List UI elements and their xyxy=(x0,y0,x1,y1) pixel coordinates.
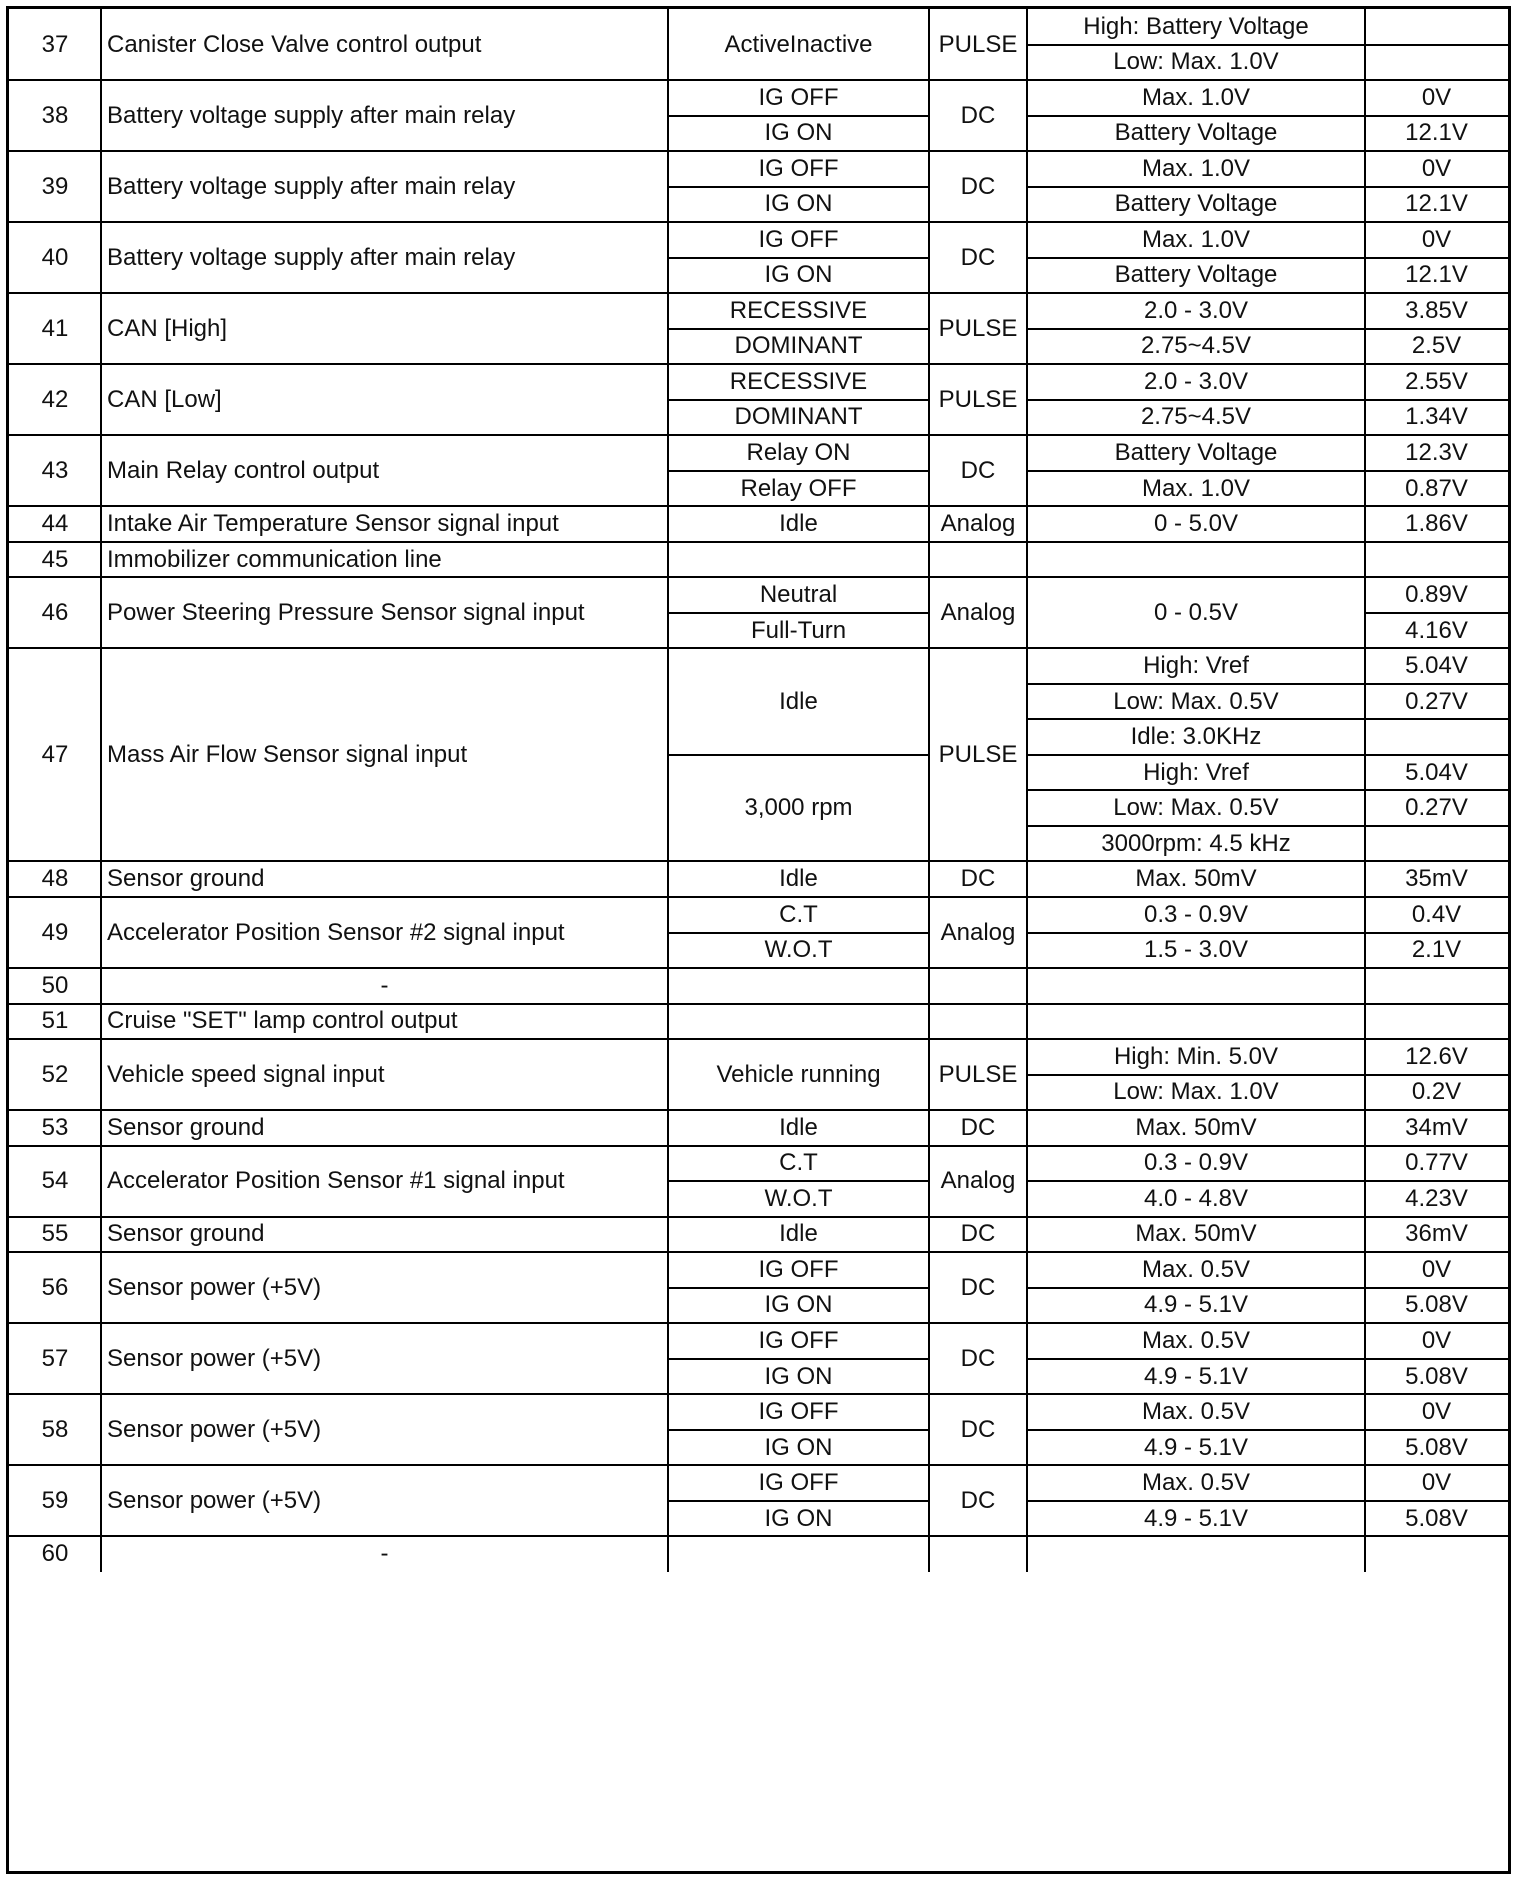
condition-cell: IG OFF xyxy=(758,225,839,253)
spec-cell xyxy=(1027,1536,1365,1572)
signal-type: Analog xyxy=(940,510,1016,538)
pin-number: 37 xyxy=(41,30,69,58)
spec-cell: 0.3 - 0.9V xyxy=(1143,900,1249,928)
condition-cell: Idle xyxy=(779,865,818,893)
signal-type: PULSE xyxy=(938,385,1018,413)
pin-number: 58 xyxy=(41,1415,69,1443)
spec-cell: Max. 50mV xyxy=(1135,1220,1257,1248)
pin-number: 46 xyxy=(41,598,69,626)
pin-description: Sensor power (+5V) xyxy=(107,1486,322,1514)
result-cell xyxy=(1365,1004,1508,1040)
pin-description: Sensor ground xyxy=(107,1113,265,1141)
result-cell: 0.87V xyxy=(1405,474,1468,502)
spec-cell: 3000rpm: 4.5 kHz xyxy=(1101,829,1291,857)
result-cell: 2.5V xyxy=(1411,332,1462,360)
signal-type: DC xyxy=(960,172,996,200)
condition-cell: W.O.T xyxy=(764,1184,833,1212)
spec-cell xyxy=(1027,542,1365,578)
pin-description: Sensor power (+5V) xyxy=(107,1273,322,1301)
result-cell: 4.16V xyxy=(1405,616,1468,644)
result-cell: 5.08V xyxy=(1405,1504,1468,1532)
signal-type: PULSE xyxy=(938,30,1018,58)
result-cell: 0.2V xyxy=(1411,1078,1462,1106)
spec-cell: 1.5 - 3.0V xyxy=(1143,936,1249,964)
result-cell: 0.89V xyxy=(1405,581,1468,609)
signal-type: Analog xyxy=(940,918,1016,946)
pin-description: Power Steering Pressure Sensor signal input xyxy=(107,598,585,626)
result-cell: 34mV xyxy=(1405,1113,1468,1141)
spec-cell: Battery Voltage xyxy=(1114,261,1278,289)
pin-number: 53 xyxy=(41,1113,69,1141)
result-cell xyxy=(1365,542,1508,578)
pin-number: 40 xyxy=(41,243,69,271)
pin-description: Main Relay control output xyxy=(107,456,380,484)
signal-type: PULSE xyxy=(938,740,1018,768)
condition-cell: 3,000 rpm xyxy=(744,794,853,822)
spec-cell: Battery Voltage xyxy=(1114,438,1278,466)
spec-cell: Max. 0.5V xyxy=(1141,1326,1251,1354)
result-cell: 0.27V xyxy=(1405,794,1468,822)
spec-cell: Idle: 3.0KHz xyxy=(1130,723,1262,751)
condition-cell: IG OFF xyxy=(758,1326,839,1354)
spec-cell: High: Vref xyxy=(1143,758,1249,786)
pin-description: Cruise "SET" lamp control output xyxy=(107,1007,458,1035)
spec-cell: 2.75~4.5V xyxy=(1140,332,1252,360)
result-cell: 3.85V xyxy=(1405,296,1468,324)
result-cell: 0.77V xyxy=(1405,1149,1468,1177)
pin-number: 60 xyxy=(41,1540,69,1568)
pin-description: - xyxy=(380,1540,389,1568)
column-divider xyxy=(100,9,102,1572)
pin-description: Accelerator Position Sensor #1 signal input xyxy=(107,1167,565,1195)
condition-cell: C.T xyxy=(779,1149,818,1177)
pin-number: 59 xyxy=(41,1486,69,1514)
result-cell: 0V xyxy=(1421,1398,1452,1426)
result-cell: 12.1V xyxy=(1405,190,1468,218)
spec-cell: High: Min. 5.0V xyxy=(1113,1042,1279,1070)
spec-cell: Low: Max. 0.5V xyxy=(1113,794,1279,822)
pin-description: - xyxy=(380,971,389,999)
signal-type xyxy=(929,1536,1027,1572)
condition-cell: Relay OFF xyxy=(740,474,857,502)
pin-description: Battery voltage supply after main relay xyxy=(107,172,516,200)
signal-type: DC xyxy=(960,1113,996,1141)
pin-number: 41 xyxy=(41,314,69,342)
result-cell: 35mV xyxy=(1405,865,1468,893)
column-divider xyxy=(928,9,930,1572)
result-cell: 12.1V xyxy=(1405,261,1468,289)
spec-cell: 4.9 - 5.1V xyxy=(1143,1433,1249,1461)
pin-number: 48 xyxy=(41,865,69,893)
result-cell: 5.08V xyxy=(1405,1362,1468,1390)
result-cell: 1.34V xyxy=(1405,403,1468,431)
result-cell: 0V xyxy=(1421,1326,1452,1354)
spec-cell: Max. 1.0V xyxy=(1141,225,1251,253)
condition-cell: Idle xyxy=(779,510,818,538)
result-cell: 12.6V xyxy=(1405,1042,1468,1070)
condition-cell: IG OFF xyxy=(758,1255,839,1283)
condition-cell: IG ON xyxy=(764,119,833,147)
signal-type xyxy=(929,968,1027,1004)
pin-number: 50 xyxy=(41,971,69,999)
spec-cell: Max. 0.5V xyxy=(1141,1469,1251,1497)
condition-cell: C.T xyxy=(779,900,818,928)
pin-number: 44 xyxy=(41,510,69,538)
pin-description: Immobilizer communication line xyxy=(107,545,442,573)
pin-description: Mass Air Flow Sensor signal input xyxy=(107,740,468,768)
result-cell: 1.86V xyxy=(1405,510,1468,538)
pin-number: 57 xyxy=(41,1344,69,1372)
spec-cell: 4.9 - 5.1V xyxy=(1143,1291,1249,1319)
pin-number: 42 xyxy=(41,385,69,413)
condition-cell: IG ON xyxy=(764,1504,833,1532)
spec-cell: Max. 0.5V xyxy=(1141,1398,1251,1426)
spec-cell xyxy=(1027,1004,1365,1040)
spec-cell: 4.9 - 5.1V xyxy=(1143,1362,1249,1390)
result-cell: 5.08V xyxy=(1405,1433,1468,1461)
condition-cell: RECESSIVE xyxy=(729,367,868,395)
spec-cell: Battery Voltage xyxy=(1114,190,1278,218)
pin-description: Accelerator Position Sensor #2 signal input xyxy=(107,918,565,946)
spec-cell: 2.75~4.5V xyxy=(1140,403,1252,431)
pin-description: CAN [Low] xyxy=(107,385,222,413)
pin-description: Intake Air Temperature Sensor signal input xyxy=(107,510,559,538)
result-cell: 12.1V xyxy=(1405,119,1468,147)
result-cell: 0V xyxy=(1421,83,1452,111)
pin-description: Sensor power (+5V) xyxy=(107,1415,322,1443)
condition-cell: Idle xyxy=(779,1113,818,1141)
signal-type: DC xyxy=(960,1273,996,1301)
signal-type: DC xyxy=(960,1344,996,1372)
signal-type: DC xyxy=(960,456,996,484)
signal-type xyxy=(929,1004,1027,1040)
spec-cell: Max. 1.0V xyxy=(1141,83,1251,111)
condition-cell: IG ON xyxy=(764,190,833,218)
pin-number: 54 xyxy=(41,1167,69,1195)
result-cell: 5.04V xyxy=(1405,652,1468,680)
result-cell: 12.3V xyxy=(1405,438,1468,466)
signal-type: DC xyxy=(960,1415,996,1443)
condition-cell xyxy=(668,1004,929,1040)
result-cell xyxy=(1365,45,1508,81)
condition-cell: DOMINANT xyxy=(734,403,863,431)
spec-cell: High: Vref xyxy=(1143,652,1249,680)
spec-cell: Max. 1.0V xyxy=(1141,154,1251,182)
condition-cell xyxy=(668,542,929,578)
column-divider xyxy=(667,9,669,1572)
result-cell xyxy=(1365,9,1508,45)
condition-cell: W.O.T xyxy=(764,936,833,964)
spec-cell xyxy=(1027,968,1365,1004)
spec-cell: High: Battery Voltage xyxy=(1083,12,1309,40)
signal-type: DC xyxy=(960,243,996,271)
pin-description: Battery voltage supply after main relay xyxy=(107,243,516,271)
condition-cell: ActiveInactive xyxy=(724,30,873,58)
condition-cell: DOMINANT xyxy=(734,332,863,360)
condition-cell: IG ON xyxy=(764,1362,833,1390)
signal-type: DC xyxy=(960,1220,996,1248)
pin-number: 38 xyxy=(41,101,69,129)
pin-description: Sensor ground xyxy=(107,865,265,893)
spec-cell: 0 - 5.0V xyxy=(1153,510,1239,538)
result-cell xyxy=(1365,826,1508,862)
condition-cell: Vehicle running xyxy=(716,1060,881,1088)
condition-cell: IG OFF xyxy=(758,83,839,111)
condition-cell: IG ON xyxy=(764,1433,833,1461)
result-cell: 4.23V xyxy=(1405,1184,1468,1212)
signal-type: DC xyxy=(960,101,996,129)
spec-cell: Max. 50mV xyxy=(1135,865,1257,893)
pin-number: 51 xyxy=(41,1007,69,1035)
spec-cell: 4.9 - 5.1V xyxy=(1143,1504,1249,1532)
pin-description: Battery voltage supply after main relay xyxy=(107,101,516,129)
result-cell: 0V xyxy=(1421,225,1452,253)
signal-type: Analog xyxy=(940,598,1016,626)
signal-type: DC xyxy=(960,865,996,893)
spec-cell: Max. 1.0V xyxy=(1141,474,1251,502)
signal-type: DC xyxy=(960,1486,996,1514)
pin-description: Vehicle speed signal input xyxy=(107,1060,385,1088)
pin-number: 47 xyxy=(41,740,69,768)
condition-cell: Full-Turn xyxy=(750,616,847,644)
result-cell: 0.4V xyxy=(1411,900,1462,928)
signal-type: PULSE xyxy=(938,314,1018,342)
spec-cell: 4.0 - 4.8V xyxy=(1143,1184,1249,1212)
condition-cell: Idle xyxy=(779,1220,818,1248)
result-cell: 5.08V xyxy=(1405,1291,1468,1319)
spec-cell: Low: Max. 1.0V xyxy=(1113,48,1279,76)
pin-description: Canister Close Valve control output xyxy=(107,30,482,58)
result-cell: 2.1V xyxy=(1411,936,1462,964)
signal-type: Analog xyxy=(940,1167,1016,1195)
spec-cell: Low: Max. 1.0V xyxy=(1113,1078,1279,1106)
column-divider xyxy=(1026,9,1028,1572)
pin-number: 56 xyxy=(41,1273,69,1301)
pin-description: Sensor ground xyxy=(107,1220,265,1248)
result-cell: 0V xyxy=(1421,1469,1452,1497)
pin-number: 43 xyxy=(41,456,69,484)
condition-cell: IG ON xyxy=(764,261,833,289)
result-cell xyxy=(1365,968,1508,1004)
pin-number: 55 xyxy=(41,1220,69,1248)
spec-cell: 0 - 0.5V xyxy=(1153,598,1239,626)
result-cell: 2.55V xyxy=(1405,367,1468,395)
condition-cell: Idle xyxy=(779,687,818,715)
signal-type: PULSE xyxy=(938,1060,1018,1088)
result-cell: 0V xyxy=(1421,1255,1452,1283)
condition-cell xyxy=(668,1536,929,1572)
spec-cell: 0.3 - 0.9V xyxy=(1143,1149,1249,1177)
result-cell xyxy=(1365,1536,1508,1572)
condition-cell: IG OFF xyxy=(758,1469,839,1497)
spec-cell: Battery Voltage xyxy=(1114,119,1278,147)
pin-number: 45 xyxy=(41,545,69,573)
condition-cell: Relay ON xyxy=(746,438,851,466)
condition-cell: Neutral xyxy=(759,581,838,609)
pin-number: 52 xyxy=(41,1060,69,1088)
spec-cell: 2.0 - 3.0V xyxy=(1143,296,1249,324)
spec-cell: Max. 50mV xyxy=(1135,1113,1257,1141)
condition-cell: IG OFF xyxy=(758,154,839,182)
pin-number: 39 xyxy=(41,172,69,200)
result-cell: 0V xyxy=(1421,154,1452,182)
condition-cell: IG ON xyxy=(764,1291,833,1319)
result-cell: 36mV xyxy=(1405,1220,1468,1248)
terminal-spec-table xyxy=(6,6,1511,1874)
column-divider xyxy=(1364,9,1366,1572)
signal-type xyxy=(929,542,1027,578)
result-cell: 0.27V xyxy=(1405,687,1468,715)
spec-cell: Low: Max. 0.5V xyxy=(1113,687,1279,715)
condition-cell xyxy=(668,968,929,1004)
spec-cell: Max. 0.5V xyxy=(1141,1255,1251,1283)
pin-description: CAN [High] xyxy=(107,314,228,342)
result-cell: 5.04V xyxy=(1405,758,1468,786)
condition-cell: IG OFF xyxy=(758,1398,839,1426)
result-cell xyxy=(1365,719,1508,755)
pin-number: 49 xyxy=(41,918,69,946)
condition-cell: RECESSIVE xyxy=(729,296,868,324)
pin-description: Sensor power (+5V) xyxy=(107,1344,322,1372)
spec-cell: 2.0 - 3.0V xyxy=(1143,367,1249,395)
